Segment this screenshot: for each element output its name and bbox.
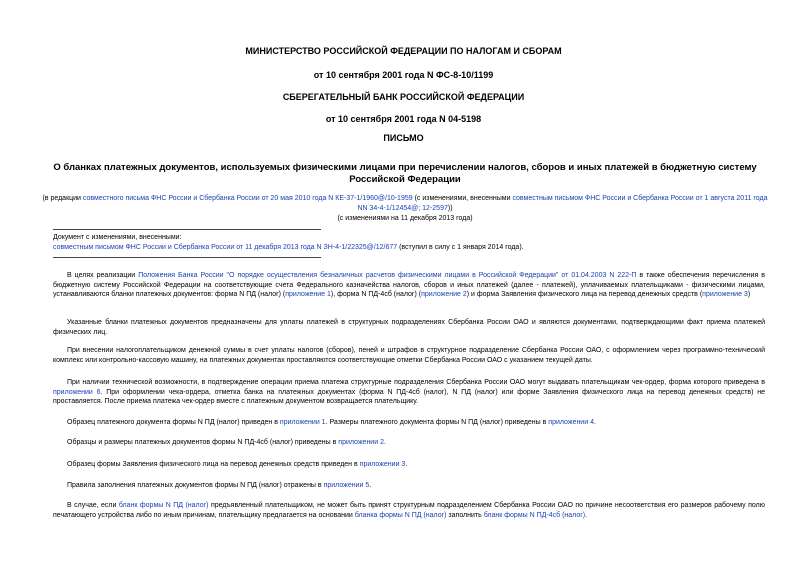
p7-text-1: Образец формы Заявления физического лица на перевод денежных средств приведен в [67, 461, 360, 468]
appendix-1-link[interactable]: приложение 1 [285, 291, 331, 298]
changes-note-line [53, 243, 773, 253]
divider-top [53, 229, 321, 230]
p1-text-3: ), форма N ПД-4сб (налог) ( [330, 291, 422, 298]
p6-text-2: . [383, 439, 386, 446]
p4-text-1: При наличии технической возможности, в подтверждение операции приема платежа структурные подразделения Сбербанка России ОАО могут выдавать плательщикам чек-ордер, форма которого приведена в [67, 379, 765, 386]
form-pd-link-2[interactable]: бланка формы N ПД (налог) [354, 511, 447, 519]
appendix-3-link-2[interactable]: приложении 3 [359, 461, 406, 468]
p7-text-2: . [405, 461, 408, 468]
appendix-5-link[interactable]: приложении 5 [323, 482, 370, 489]
paragraph-2: Указанные бланки платежных документов предназначены для уплаты платежей в структурных подразделениях Сбербанка России ОАО и являются документами, подтверждающими факт приема платежей физических лиц. [53, 319, 765, 336]
appendix-1-link-2[interactable]: приложении 1 [279, 419, 326, 426]
bank-date: от 10 сентября 2001 года N 04-5198 [325, 114, 482, 124]
appendix-2-link-2[interactable]: приложении 2 [338, 439, 384, 446]
ministry-heading: МИНИСТЕРСТВО РОССИЙСКОЙ ФЕДЕРАЦИИ ПО НАЛОГАМ И СБОРАМ [245, 46, 562, 56]
paragraph-7 [53, 460, 765, 470]
appendix-6-link[interactable]: приложении 6 [53, 388, 101, 396]
edition-link-2010[interactable]: совместного письма ФНС России и Сбербанка России от 20 мая 2010 года N КЕ-37-1/1960@/10-1959 [82, 195, 413, 202]
p1-text-1: В целях реализации [67, 272, 139, 279]
divider-bottom [53, 257, 321, 258]
p4-text-2: . При оформлении чека-ордера, отметка банка на платежных документах (форма N ПД-4сб (налог), N ПД (налог) или форме Заявления физического лица на перевод денежных средств) не проставляется. После приема платежа чек-ордер вместе с платежным документом возвращается плательщику. [53, 388, 765, 405]
paragraph-9 [53, 501, 765, 520]
form-pd4sb-link[interactable]: бланк формы N ПД-4сб (налог) [483, 511, 586, 519]
p8-text-1: Правила заполнения платежных документов формы N ПД (налог) отражены в [67, 482, 324, 489]
p9-text-2: предъявленный плательщиком, не может быть принят структурным подразделением Сбербанка России ОАО по причине несоответствия его размеров рабочему полю печатающего устройства либо по иным причинам, плательщику предлагается на основании [53, 502, 765, 519]
paragraph-6 [53, 438, 765, 448]
edition-prefix: (в редакции [42, 195, 83, 202]
regulation-link[interactable]: Положения Банка России "О порядке осуществления безналичных расчетов физическими лицами в Российской Федерации" от 01.04.2003 N 222-П [138, 272, 637, 279]
p9-text-3: заполнить [446, 511, 484, 519]
p5-text-3: . [593, 419, 596, 426]
edition-mid: (с изменениями, внесенными [412, 195, 513, 202]
changes-note-suffix: (вступил в силу с 1 января 2014 года). [397, 244, 524, 251]
paragraph-5 [53, 418, 765, 428]
p9-text-1: В случае, если [67, 502, 119, 509]
p8-text-2: . [369, 482, 372, 489]
paragraph-3: При внесении налогоплательщиком денежной суммы в счет уплаты налогов (сборов), пеней и штрафов в структурное подразделение Сбербанка России ОАО, с оформлением через программно-технический комплекс или контрольно-кассовую машину, на платежных документах проставляются соответствующие отметки Сбербанка России ОАО с указанием текущей даты. [53, 347, 765, 364]
p1-text-4: ) и форма Заявления физического лица на перевод денежных средств ( [466, 291, 703, 298]
appendix-3-link[interactable]: приложение 3 [702, 291, 748, 298]
p1-text-2: в также обеспечения перечисления в бюджетную систему Российской Федерации на соответствующие счета Федерального казначейства налогов, сборов и иных платежей (далее - платежей), уплачиваемых плательщиками - физическими лицами, устанавливаются бланки платежных документов: форма N ПД (налог) ( [53, 272, 766, 298]
appendix-2-link[interactable]: приложение 2 [421, 291, 467, 298]
p1-text-5: ) [747, 291, 751, 298]
edition-changes-date: (с изменениями на 11 декабря 2013 года) [337, 215, 473, 222]
p9-text-4: . [585, 511, 588, 519]
edition-link-2011[interactable]: совместным письмом ФНС России и Сбербанка России от 1 августа 2011 года NN 34-4-1/12454@; 12-2597 [357, 195, 768, 212]
edition-suffix: )) [447, 205, 453, 212]
bank-heading: СБЕРЕГАТЕЛЬНЫЙ БАНК РОССИЙСКОЙ ФЕДЕРАЦИИ [282, 92, 525, 102]
paragraph-1 [53, 271, 765, 300]
document-title: О бланках платежных документов, используемых физическими лицами при перечислении налогов, сборов и иных платежей в бюджетную систему Российской Федерации [53, 162, 757, 185]
paragraph-8 [53, 481, 765, 491]
paragraph-4 [53, 378, 765, 407]
ministry-date: от 10 сентября 2001 года N ФС-8-10/1199 [313, 70, 494, 80]
p6-text-1: Образцы и размеры платежных документов формы N ПД-4сб (налог) приведены в [67, 439, 339, 446]
document-type: ПИСЬМО [383, 133, 424, 143]
changes-note [53, 233, 773, 253]
p5-text-1: Образец платежного документа формы N ПД (налог) приведен в [67, 419, 280, 426]
p5-text-2: . Размеры платежного документа формы N ПД (налог) приведены в [325, 419, 549, 426]
edition-note [40, 194, 770, 214]
form-pd-link[interactable]: бланк формы N ПД (налог) [118, 502, 209, 509]
appendix-4-link[interactable]: приложении 4 [548, 419, 594, 426]
changes-link-2013[interactable]: совместным письмом ФНС России и Сбербанка России от 11 декабря 2013 года N ЗН-4-1/22325@/12/677 [53, 244, 398, 251]
changes-note-label: Документ с изменениями, внесенными: [53, 234, 182, 241]
